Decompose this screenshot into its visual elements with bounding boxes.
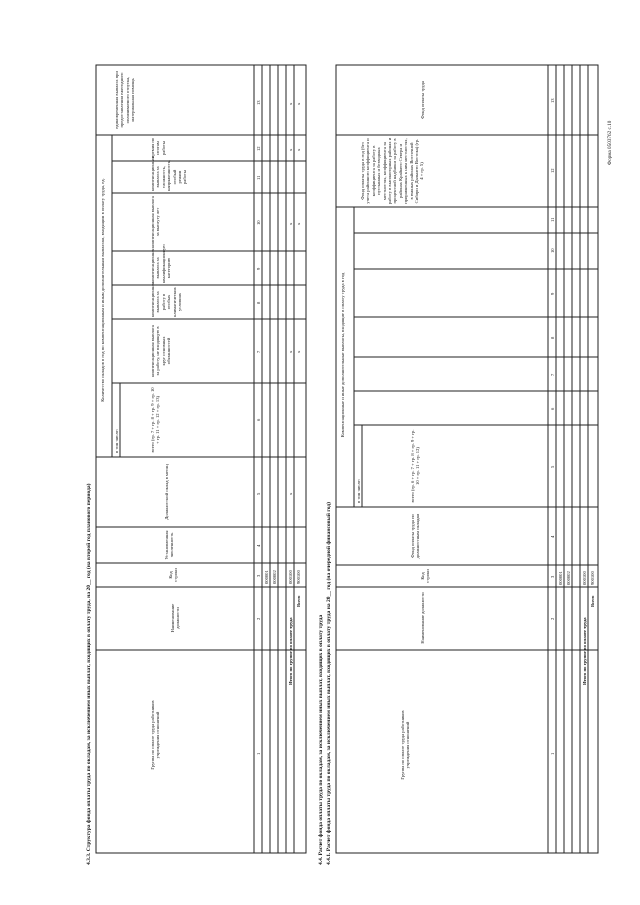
t44-code-2: 000002 — [566, 571, 571, 585]
t44-num-4: 4 — [550, 535, 555, 538]
t433-col-total: всего (гр. 7 + гр. 8 + гр. 9 + гр. 10 + гр. 11 + гр. 12 + гр. 13) — [150, 387, 161, 453]
t433-num-1: 1 — [256, 752, 261, 755]
t44-num-3: 3 — [550, 575, 555, 578]
t433-c8: компенсационная выплата за работу в особых климатических условиях — [150, 282, 183, 317]
t433-code-3: 000100 — [288, 570, 293, 584]
t44-col-fund: Фонд оплаты труда по должностным окладам — [410, 513, 421, 559]
t433-num-12: 12 — [256, 146, 261, 151]
t44-num-7: 7 — [550, 373, 555, 376]
t44-col-code: Код строки — [420, 569, 431, 583]
t433-x: x — [288, 492, 293, 495]
t433-x: x — [296, 148, 301, 151]
t44-vsego-label: Всего — [590, 595, 595, 607]
t433-x: x — [288, 222, 293, 225]
t433-c7: компенсационная выплата за работу, не входящую в круг основных обязанностей — [150, 325, 172, 377]
t433-code-2: 000002 — [272, 570, 277, 584]
t433-num-3: 3 — [256, 574, 261, 577]
t433-code-1: 000001 — [264, 570, 269, 584]
t44-col-fund-total: Фонд оплаты труда в год (без учета районного коэффициента и коэффициента за работу в пустынных и безводных местностях, коэффициента за работу в высокогорных районах и процентной надбавки за работу в районах Крайнего Севера и приравненных к ним местностях, в южных районах Восточной Сибири и Дальнего Востока) (гр. 4 + гр. 5) — [360, 137, 425, 205]
t433-col-salary: Должностной оклад в месяц — [164, 464, 169, 520]
t433-col-position: Наименование должности — [170, 603, 181, 633]
section-441-subtitle: 4.4.1. Расчет фонда оплаты труда по окладам, за исключением иных выплат, входящих в оплату труда на 20__ год (на очередной финансовый год) — [326, 502, 332, 865]
t44-in-that: в том числе: — [356, 479, 361, 503]
t44-code-3: 000100 — [582, 571, 587, 585]
t433-group-header: Количество окладов в год по компенсационным и иным дополнительным выплатам, входящим в оплату труда, ед. — [100, 178, 105, 402]
t433-in-that: в том числе: — [114, 429, 119, 453]
t433-itogo-label: Итого по группе по оплате труда — [288, 617, 293, 685]
t433-num-7: 7 — [256, 350, 261, 353]
t44-num-9: 9 — [550, 292, 555, 295]
t433-x: x — [296, 102, 301, 105]
t433-col-code: Код строки — [168, 568, 179, 582]
t44-num-13: 13 — [550, 98, 555, 103]
t433-num-9: 9 — [256, 267, 261, 270]
t44-num-6: 6 — [550, 407, 555, 410]
t433-num-8: 8 — [256, 301, 261, 304]
t44-num-1: 1 — [550, 752, 555, 755]
t44-col-fund-14: Фонд оплаты труда — [420, 81, 425, 119]
t433-num-10: 10 — [256, 220, 261, 225]
t433-num-2: 2 — [256, 617, 261, 620]
t44-col-total: всего (гр. 6 + гр. 7 + гр. 8 + гр. 9 + гр. 10 + гр. 11 + гр. 12) — [410, 429, 421, 503]
t433-col-group: Группа по оплате труда работников учреждения отношений — [150, 700, 161, 770]
t44-code-4: 900100 — [590, 571, 595, 585]
t433-num-6: 6 — [256, 418, 261, 421]
t433-code-4: 900100 — [296, 570, 301, 584]
t44-num-8: 8 — [550, 336, 555, 339]
t44-col-position: Наименование должности — [420, 592, 425, 644]
t44-code-1: 000001 — [558, 571, 563, 585]
t44-itogo-label: Итого по группе по оплате труда — [582, 617, 587, 685]
form-label: Форма 0503762 с.10 — [607, 120, 613, 165]
t433-c9: компенсационная выплата за квалификационную категорию — [150, 244, 172, 283]
t433-col-staff: Установленная численность — [164, 530, 175, 560]
t44-num-11: 11 — [550, 217, 555, 222]
t433-num-11: 11 — [256, 175, 261, 180]
t433-num-5: 5 — [256, 492, 261, 495]
t44-group-header: Компенсационные и иные дополнительные выплаты, входящие в оплату труда в год — [340, 272, 345, 438]
t433-c11: компенсационная выплата за сложность, напряженность, особый режим работы — [150, 156, 188, 191]
t433-x: x — [288, 102, 293, 105]
t433-x: x — [288, 350, 293, 353]
t433-vsego-label: Всего — [296, 595, 301, 607]
t433-x: x — [296, 350, 301, 353]
t44-num-2: 2 — [550, 617, 555, 620]
t44-col-group: Группа по оплате труда работников учреждения отношений — [400, 710, 411, 780]
section-433-title: 4.3.3. Структура фонда оплаты труда по окладам, за исключением иных выплат, входящих в оплату труда, на 20__ год (на второй год планового периода) — [86, 483, 92, 865]
t433-c10: компенсационная выплата за выслугу лет — [150, 196, 161, 248]
t433-num-4: 4 — [256, 544, 261, 547]
section-44-title: 4.4. Расчет фонда оплаты труда по окладам, за исключением иных выплат, входящих в оплату труда — [318, 614, 324, 865]
t433-x: x — [296, 222, 301, 225]
t44-num-10: 10 — [550, 248, 555, 253]
t433-c13: единовременная выплата при предоставлении ежегодного оплачиваемого отпуска, материальная помощь — [114, 71, 136, 129]
t433-c12: премия по итогам работы — [150, 137, 166, 159]
t433-x: x — [288, 148, 293, 151]
t44-num-5: 5 — [550, 465, 555, 468]
t44-num-12: 12 — [550, 168, 555, 173]
t433-num-13: 13 — [256, 100, 261, 105]
